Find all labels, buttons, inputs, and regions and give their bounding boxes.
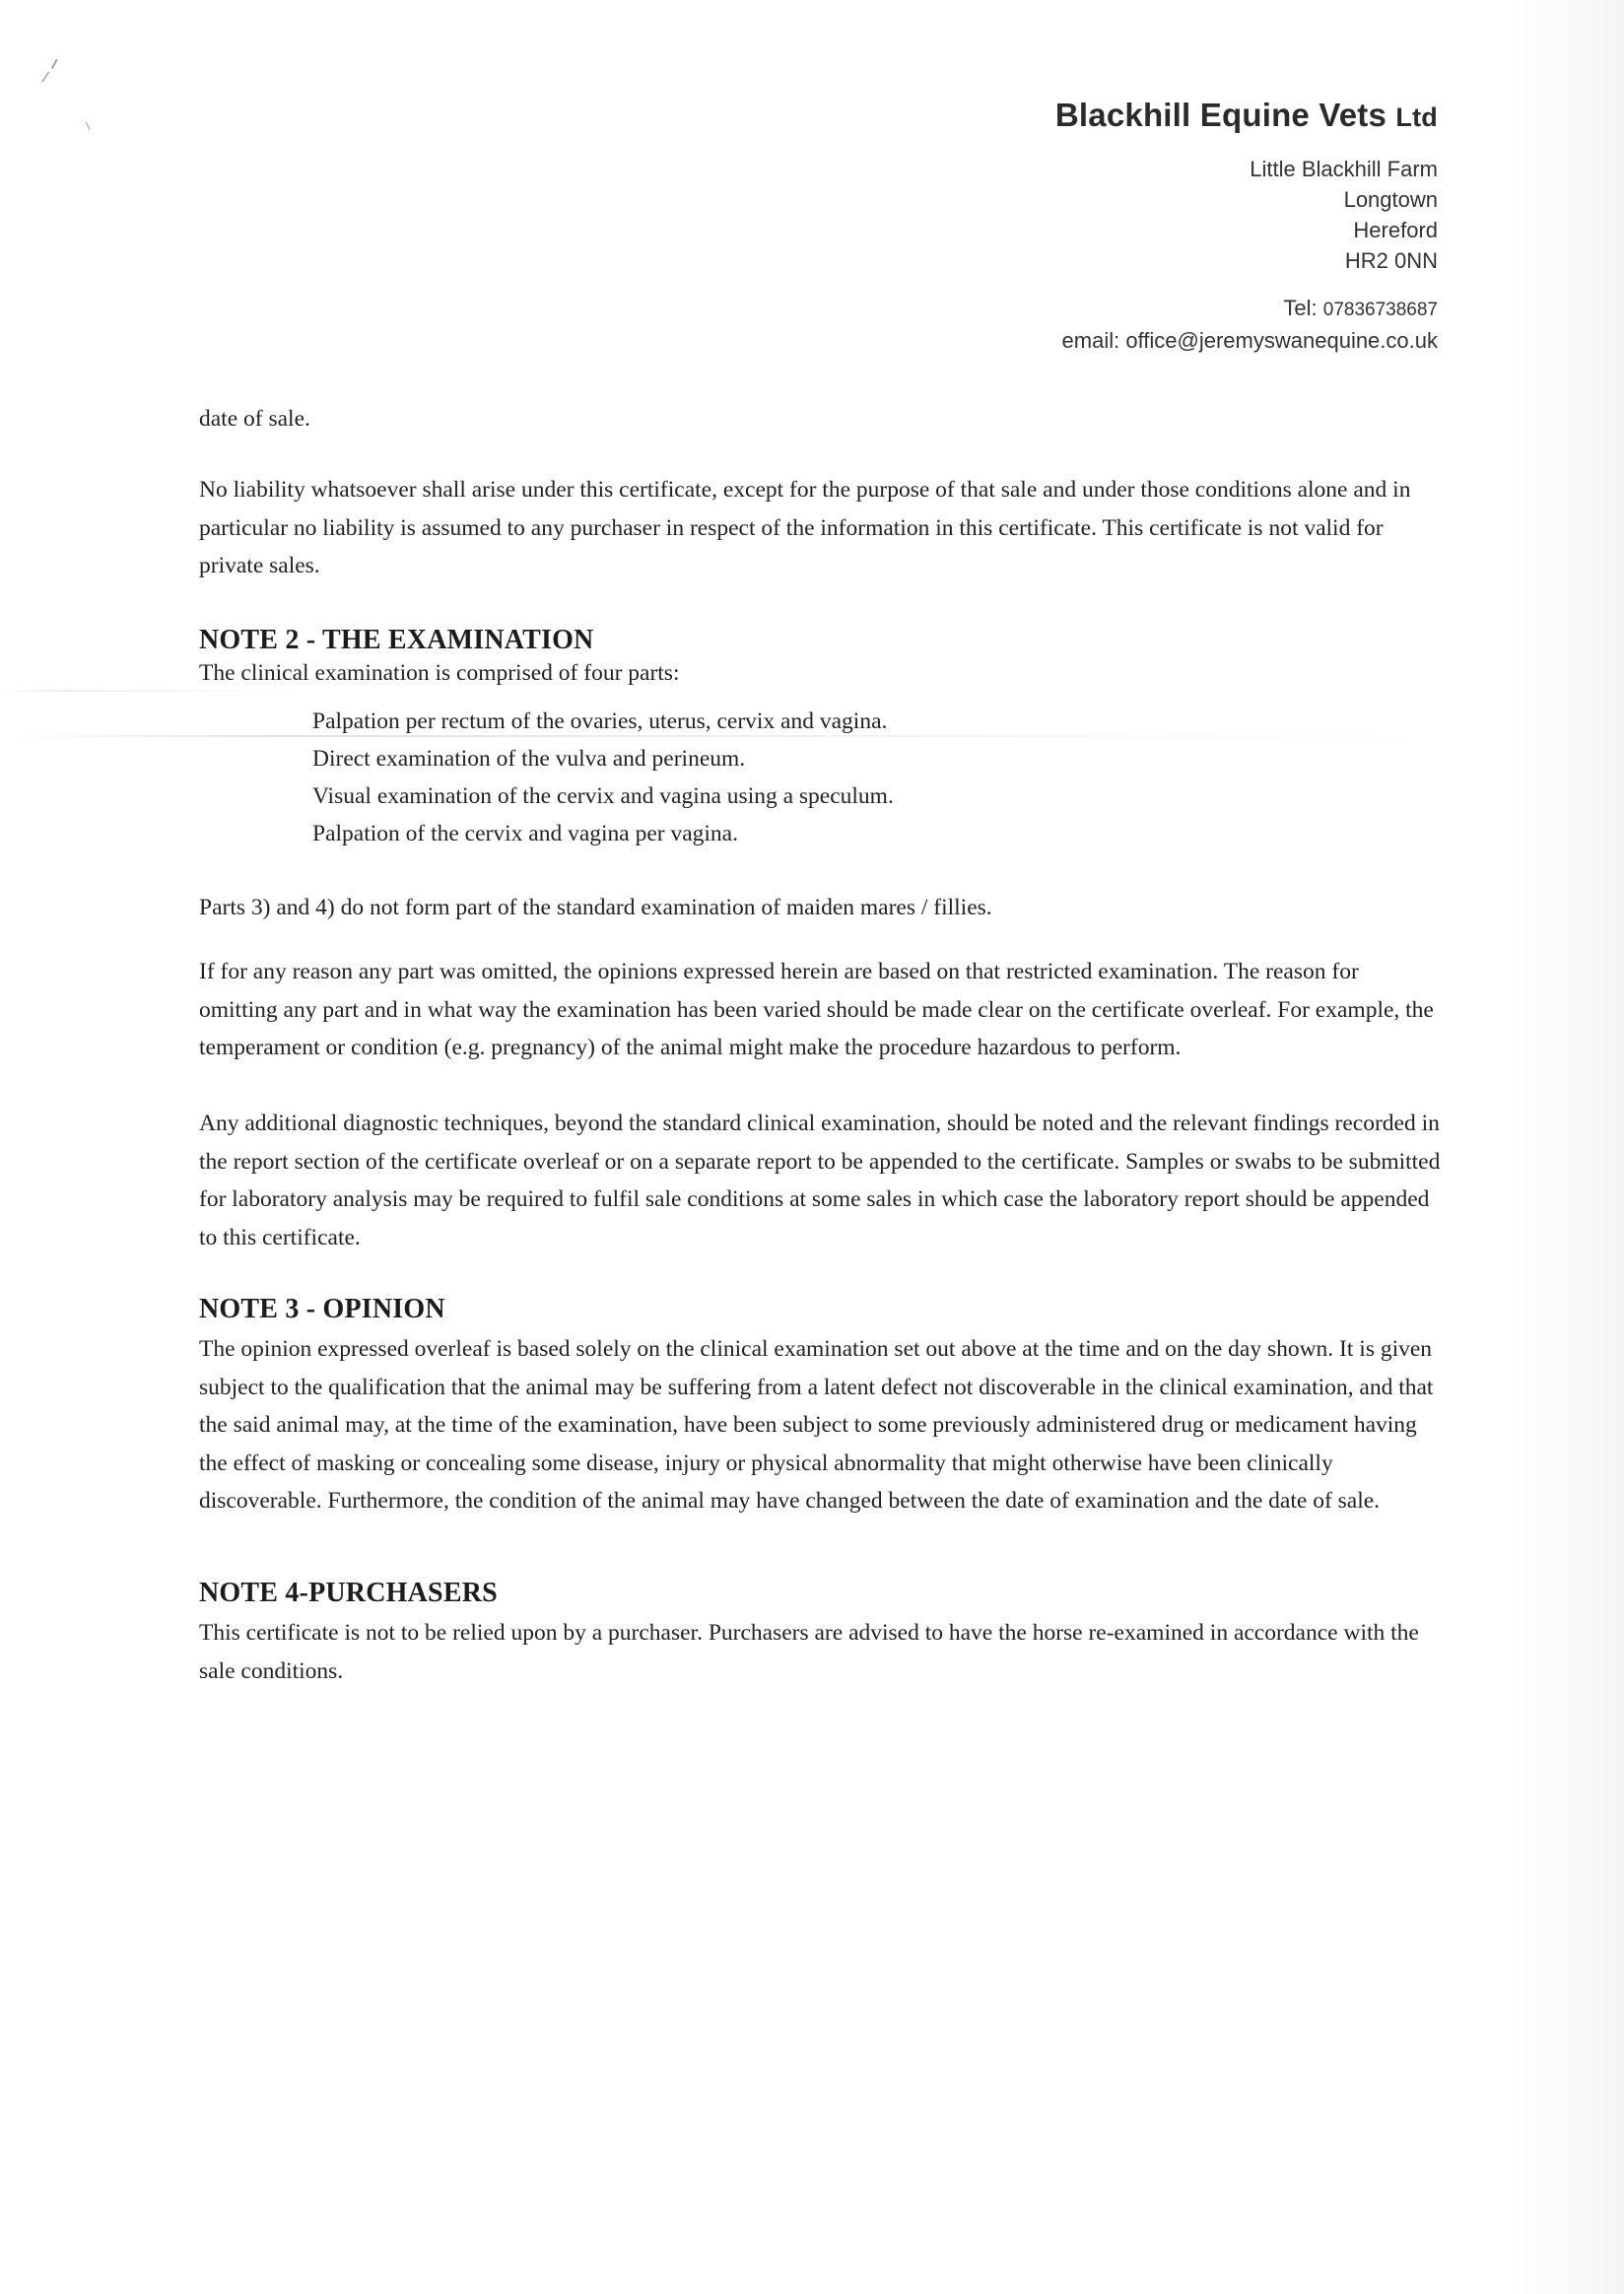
address-line: Longtown [1343,187,1438,212]
scan-artifact-mark: ⸝ᐟ [34,53,65,89]
telephone-number: 07836738687 [1322,300,1438,320]
address-line: Hereford [1353,218,1438,242]
paragraph-opinion: The opinion expressed overleaf is based solely on the clinical examination set out above at the time and on the day shown. It is given subject to the qualification that the animal may be suffering from a latent defect not discoverable in the clinical examination, and that the said animal may, at the time of the examination, have been subject to some previously administered drug or medicament having the effect of masking or concealing some disease, injury or physical abnormality that might otherwise have been clinically discoverable. Furthermore, the condition of the animal may have changed between the date of examination and the date of sale. [199,1336,1434,1515]
company-name [1055,97,1438,134]
list-item: Palpation of the cervix and vagina per vagina. [312,821,738,846]
company-address [1055,154,1438,276]
list-item: Direct examination of the vulva and perineum. [312,746,746,772]
examination-parts-list [312,703,894,852]
paragraph-maiden-mares: Parts 3) and 4) do not form part of the standard examination of maiden mares / fillies. [199,895,992,920]
paragraph-additional-techniques: Any additional diagnostic techniques, beyond the standard clinical examination, should be noted and the relevant findings recorded in the report section of the certificate overleaf or on a separate report to be appended to the certificate. Samples or swabs to be submitted for laboratory analysis may be required to fulfil sale conditions at some sales in which case the laboratory report should be appended to this certificate. [199,1111,1441,1250]
paragraph-liability: No liability whatsoever shall arise under this certificate, except for the purpose of that sale and under those conditions alone and in particular no liability is assumed to any purchaser in respect of the information in this certificate. This certificate is not valid for private sales. [199,477,1411,579]
note2-lead: The clinical examination is comprised of four parts: [199,660,680,686]
company-contact [1055,293,1438,356]
telephone-label: Tel: [1283,296,1323,320]
list-item: Visual examination of the cervix and vagina using a speculum. [312,783,894,809]
telephone [1055,293,1438,325]
note3-heading: NOTE 3 - OPINION [199,1294,445,1324]
paragraph-purchasers: This certificate is not to be relied upon by a purchaser. Purchasers are advised to have the horse re-examined in accordance with the sale conditions. [199,1620,1419,1684]
address-line: HR2 0NN [1344,248,1438,273]
paragraph-date-of-sale: date of sale. [199,406,310,432]
letterhead [1055,97,1438,356]
paragraph-omitted-parts: If for any reason any part was omitted, the opinions expressed herein are based on that restricted examination. The reason for omitting any part and in what way the examination has been varied should be made clear on the certificate overleaf. For example, the temperament or condition (e.g. pregnancy) of the animal might make the procedure hazardous to perform. [199,959,1434,1061]
list-item: Palpation per rectum of the ovaries, uterus, cervix and vagina. [312,708,888,734]
note4-heading: NOTE 4-PURCHASERS [199,1578,498,1608]
address-line: Little Blackhill Farm [1250,157,1438,181]
scan-edge-shadow [1506,0,1624,2294]
note2-heading: NOTE 2 - THE EXAMINATION [199,625,594,655]
email-label: email: [1061,328,1126,353]
company-name-text: Blackhill Equine Vets [1054,97,1387,133]
email-address: office@jeremyswanequine.co.uk [1125,328,1438,353]
scan-artifact-mark: ⸜ [81,111,98,134]
company-suffix: Ltd [1395,102,1438,132]
email [1055,325,1438,356]
